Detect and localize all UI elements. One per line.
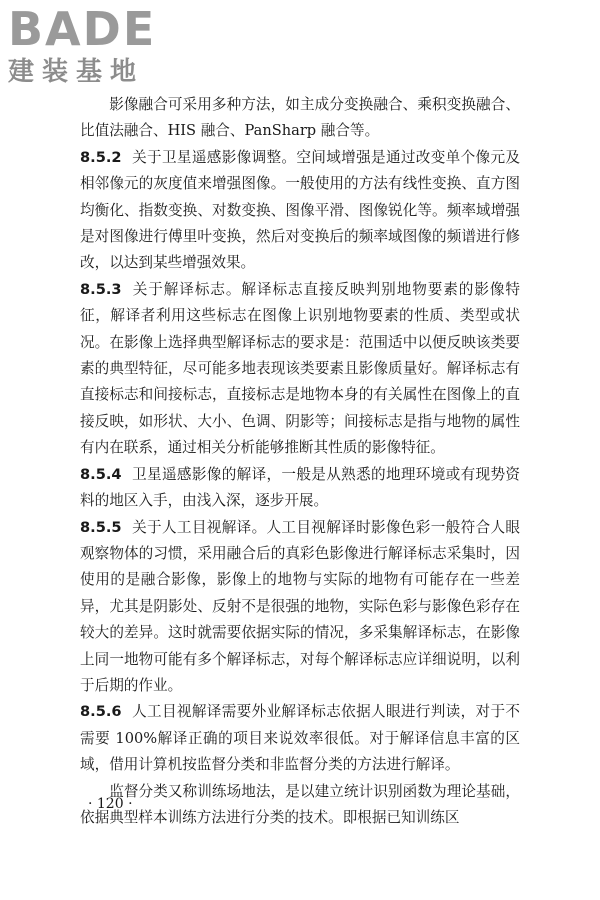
section-number: 8.5.4 xyxy=(80,465,122,483)
section-text: 关于解译标志。解译标志直接反映判别地物要素的影像特征，解译者利用这些标志在图像上识别地物要素的性质、类型或状况。在影像上选择典型解译标志的要求是：范围适中以便反映该类要素的典型特征，尽可能多地表现该类要素且影像质量好。解译标志有直接标志和间接标志，直接标志是地物本身的有关属性在图像上的直接反映，如形状、大小、色调、阴影等；间接标志是指与地物的属性有内在联系，通过相关分析能够推断其性质的影像特征。 xyxy=(80,280,520,457)
section-8-5-2 xyxy=(80,145,520,277)
section-8-5-4 xyxy=(80,462,520,515)
paragraph-supervised-classification xyxy=(80,779,520,832)
logo-chinese: 建装基地 xyxy=(8,57,145,87)
section-text: 关于卫星遥感影像调整。空间域增强是通过改变单个像元及相邻像元的灰度值来增强图像。一般使用的方法有线性变换、直方图均衡化、指数变换、对数变换、图像平滑、图像锐化等。频率域增强是对图像进行傅里叶变换，然后对变换后的频率域图像的频谱进行修改，以达到某些增强效果。 xyxy=(80,148,520,272)
section-number: 8.5.5 xyxy=(80,518,122,536)
section-number: 8.5.6 xyxy=(80,703,122,721)
page-number: · 120 · xyxy=(88,796,133,812)
section-text: 人工目视解译需要外业解译标志依据人眼进行判读，对于不需要 100%解译正确的项目来说效率很低。对于解译信息丰富的区域，借用计算机按监督分类和非监督分类的方法进行解译。 xyxy=(80,703,520,774)
paragraph-text: 监督分类又称训练场地法，是以建立统计识别函数为理论基础，依据典型样本训练方法进行分类的技术。即根据已知训练区 xyxy=(80,782,520,826)
paragraph-fusion-methods xyxy=(80,92,520,145)
section-8-5-6 xyxy=(80,699,520,778)
section-8-5-5 xyxy=(80,515,520,700)
section-number: 8.5.3 xyxy=(80,280,122,298)
page-body xyxy=(80,92,520,831)
section-text: 关于人工目视解译。人工目视解译时影像色彩一般符合人眼观察物体的习惯，采用融合后的真彩色影像进行解译标志采集时，因使用的是融合影像，影像上的地物与实际的地物有可能存在一些差异，尤其是阴影处、反射不是很强的地物，实际色彩与影像色彩存在较大的差异。这时就需要依据实际的情况，多采集解译标志，在影像上同一地物可能有多个解译标志，对每个解译标志应详细说明，以利于后期的作业。 xyxy=(80,518,520,694)
section-8-5-3 xyxy=(80,277,520,462)
paragraph-text: 影像融合可采用多种方法，如主成分变换融合、乘积变换融合、比值法融合、HIS 融合、PanSharp 融合等。 xyxy=(80,96,520,140)
section-number: 8.5.2 xyxy=(80,148,122,166)
logo xyxy=(8,4,178,92)
logo-latin: BADE xyxy=(8,2,157,56)
section-text: 卫星遥感影像的解译，一般是从熟悉的地理环境或有现势资料的地区入手，由浅入深，逐步开展。 xyxy=(80,465,520,510)
